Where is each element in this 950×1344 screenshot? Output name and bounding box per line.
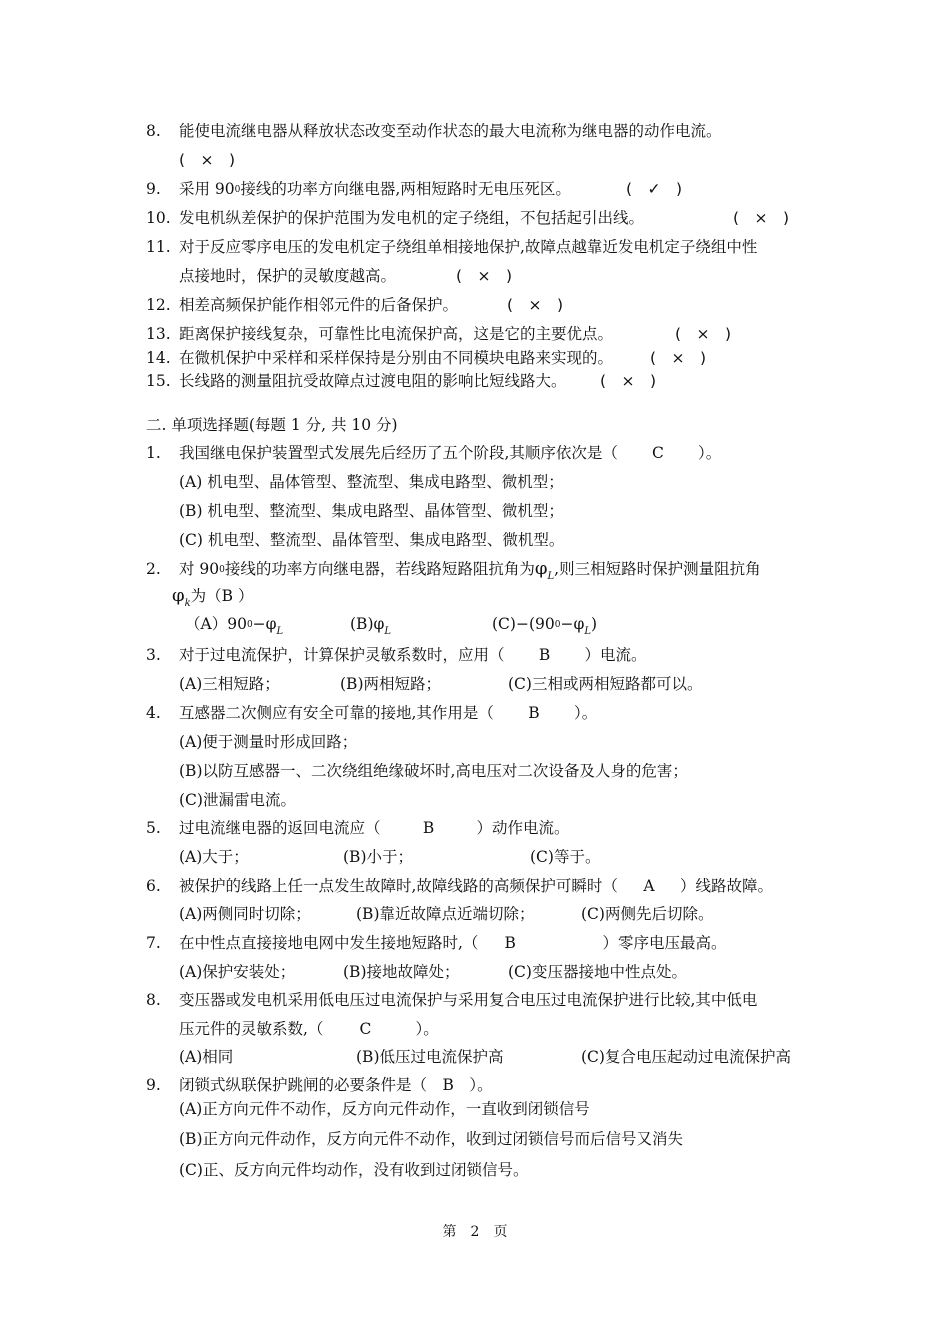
- item-text: 距离保护接线复杂，可靠性比电流保护高，这是它的主要优点。: [179, 325, 614, 343]
- option-b: (B) 机电型、整流型、集成电路型、晶体管型、微机型；: [179, 502, 564, 520]
- option-a: (A)大于；: [179, 848, 249, 866]
- item-text: 对 $90^0$接线的功率方向继电器，若线路短路阻抗角为$\varphi_L$,则三相短路时保护测量阻抗角: [179, 558, 761, 582]
- item-text-cont: 点接地时，保护的灵敏度越高。: [179, 267, 397, 285]
- item-number: 14.: [146, 349, 171, 367]
- item-number: 5.: [146, 819, 161, 837]
- answer-letter: B: [528, 704, 540, 722]
- item-text: 对于过电流保护，计算保护灵敏系数时，应用（ B ）电流。: [179, 646, 647, 664]
- answer-mark: ( × ): [675, 325, 732, 343]
- option-b: (B)两相短路；: [340, 675, 441, 693]
- option-b: (B)靠近故障点近端切除；: [356, 905, 535, 923]
- item-number: 8.: [146, 991, 161, 1009]
- item-text: 对于反应零序电压的发电机定子绕组单相接地保护,故障点越靠近发电机定子绕组中性: [179, 238, 758, 256]
- answer-mark: ( ✓ ): [626, 180, 683, 198]
- item-text: 互感器二次侧应有安全可靠的接地,其作用是（ B ）。: [179, 704, 598, 722]
- item-text: 在中性点直接接地电网中发生接地短路时,（ B ）零序电压最高。: [179, 934, 727, 952]
- answer-letter: B: [538, 646, 551, 664]
- option-c: (C)泄漏雷电流。: [179, 791, 296, 809]
- item-text: 变压器或发电机采用低电压过电流保护与采用复合电压过电流保护进行比较,其中低电: [179, 991, 758, 1009]
- item-text: 采用 $90^0$接线的功率方向继电器,两相短路时无电压死区。: [179, 180, 571, 198]
- item-text: 相差高频保护能作相邻元件的后备保护。: [179, 296, 459, 314]
- option-b: (B)低压过电流保护高: [356, 1048, 504, 1066]
- item-text: 长线路的测量阻抗受故障点过渡电阻的影响比短线路大。: [179, 372, 567, 390]
- section-heading: 二. 单项选择题(每题 1 分, 共 10 分): [146, 416, 398, 434]
- item-number: 2.: [146, 560, 161, 578]
- item-text-cont: 压元件的灵敏系数,（ C ）。: [179, 1020, 439, 1038]
- option-b: (B)小于；: [343, 848, 413, 866]
- answer-letter: C: [652, 444, 664, 462]
- option-a: (A) 机电型、晶体管型、整流型、集成电路型、微机型；: [179, 473, 564, 491]
- answer-letter: C: [359, 1020, 372, 1038]
- option-a: (A)相同: [179, 1048, 234, 1066]
- item-text: 被保护的线路上任一点发生故障时,故障线路的高频保护可瞬时（ A ）线路故障。: [179, 877, 773, 895]
- phi-k-line: $\varphi_k$为（B ）: [172, 585, 254, 609]
- answer-mark: ( × ): [507, 296, 564, 314]
- item-text: 过电流继电器的返回电流应（ B ）动作电流。: [179, 819, 570, 837]
- answer-mark: ( × ): [456, 267, 513, 285]
- item-number: 12.: [146, 296, 171, 314]
- option-c: (C)等于。: [530, 848, 601, 866]
- item-number: 4.: [146, 704, 161, 722]
- option-c: (C)两侧先后切除。: [581, 905, 714, 923]
- item-number: 1.: [146, 444, 161, 462]
- option-c: (C)三相或两相短路都可以。: [508, 675, 703, 693]
- option-c: (C)复合电压起动过电流保护高: [581, 1048, 791, 1066]
- item-text: 我国继电保护装置型式发展先后经历了五个阶段,其顺序依次是（ C ）。: [179, 444, 722, 462]
- option-a: (A)正方向元件不动作，反方向元件动作，一直收到闭锁信号: [179, 1100, 590, 1118]
- option-b: (B)以防互感器一、二次绕组绝缘破坏时,高电压对二次设备及人身的危害；: [179, 762, 688, 780]
- option-b: (B)正方向元件动作，反方向元件不动作，收到过闭锁信号而后信号又消失: [179, 1130, 683, 1148]
- item-number: 11.: [146, 238, 171, 256]
- page-number: 第 2 页: [442, 1224, 508, 1240]
- option-c: (C)变压器接地中性点处。: [508, 963, 687, 981]
- item-text: 在微机保护中采样和采样保持是分别由不同模块电路来实现的。: [179, 349, 614, 367]
- answer-letter: B: [422, 819, 435, 837]
- item-text: 闭锁式纵联保护跳闸的必要条件是（ B ）。: [179, 1076, 493, 1094]
- item-number: 8.: [146, 122, 161, 140]
- option-b: $(B)\varphi_L$: [350, 615, 391, 637]
- answer-mark: ( × ): [179, 151, 236, 169]
- answer-letter: B: [504, 934, 516, 952]
- option-a: (A)便于测量时形成回路；: [179, 733, 358, 751]
- option-a: (A)保护安装处；: [179, 963, 296, 981]
- option-a: (A)三相短路；: [179, 675, 280, 693]
- option-c: $(C)-(90^0-\varphi_L)$: [492, 615, 598, 637]
- option-a: $(A)90^0-\varphi_L$: [185, 615, 284, 637]
- option-c: (C) 机电型、整流型、晶体管型、集成电路型、微机型。: [179, 531, 565, 549]
- answer-mark: ( × ): [600, 372, 657, 390]
- item-number: 7.: [146, 934, 161, 952]
- item-number: 10.: [146, 209, 171, 227]
- option-c: (C)正、反方向元件均动作，没有收到过闭锁信号。: [179, 1161, 529, 1179]
- option-a: (A)两侧同时切除；: [179, 905, 311, 923]
- item-text: 发电机纵差保护的保护范围为发电机的定子绕组，不包括起引出线。: [179, 209, 645, 227]
- option-b: (B)接地故障处；: [343, 963, 460, 981]
- item-number: 9.: [146, 180, 161, 198]
- item-number: 15.: [146, 372, 171, 390]
- item-number: 6.: [146, 877, 161, 895]
- item-text: 能使电流继电器从释放状态改变至动作状态的最大电流称为继电器的动作电流。: [179, 122, 722, 140]
- item-number: 3.: [146, 646, 161, 664]
- answer-letter: A: [643, 877, 655, 895]
- item-number: 9.: [146, 1076, 161, 1094]
- item-number: 13.: [146, 325, 171, 343]
- answer-mark: ( × ): [650, 349, 707, 367]
- answer-mark: ( × ): [733, 209, 790, 227]
